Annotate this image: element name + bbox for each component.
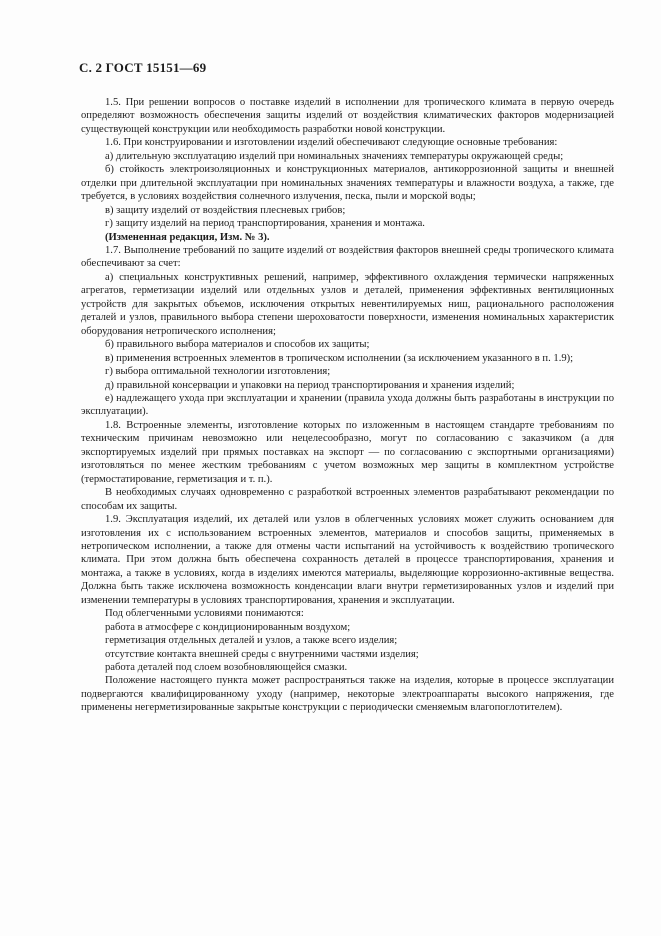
paragraph: В необходимых случаях одновременно с разработкой встроенных элементов разрабатывают рекомендации по способам их защиты. [81, 487, 614, 512]
paragraph: герметизация отдельных деталей и узлов, а также всего изделия; [105, 635, 398, 647]
paragraph: работа деталей под слоем возобновляющейся смазки. [105, 662, 348, 674]
amendment-note: (Измененная редакция, Изм. № 3). [105, 231, 270, 243]
paragraph: 1.5. При решении вопросов о поставке изделий в исполнении для тропического климата в первую очередь определяют возможность обеспечения защиты изделий от воздействия климатических факторов модернизацией существующей конструкции или необходимость разработки новой конструкции. [81, 97, 614, 135]
paragraph: а) длительную эксплуатацию изделий при номинальных значениях температуры окружающей среды; [105, 150, 564, 162]
paragraph: 1.9. Эксплуатация изделий, их деталей или узлов в облегченных условиях может служить основанием для изготовления их с использованием встроенных элементов, материалов и способов защиты, применяемых в нетропическом исполнении, а также для отмены части испытаний на устойчивость к воздействию тропического климата. При этом должна быть обеспечена сохранность деталей в процессе транспортирования, хранения и монтажа, а также в условиях, когда в изделиях имеются материалы, выделяющие коррозионно-активные вещества. Должна быть также исключена возможность конденсации влаги внутри герметизированных узлов и изделий при изменении температуры в условиях транспортирования, хранения и эксплуатации. [81, 514, 614, 606]
paragraph: в) применения встроенных элементов в тропическом исполнении (за исключением указанного в п. 1.9); [105, 352, 574, 364]
paragraph: 1.7. Выполнение требований по защите изделий от воздействия факторов внешней среды тропического климата обеспечивают за счет: [81, 244, 614, 270]
paragraph: д) правильной консервации и упаковки на период транспортирования и хранения изделий; [105, 379, 515, 391]
paragraph: 1.6. При конструировании и изготовлении изделий обеспечивают следующие основные требования: [105, 137, 558, 149]
paragraph: Под облегченными условиями понимаются: [105, 608, 304, 620]
paragraph: б) стойкость электроизоляционных и конструкционных материалов, антикоррозионной защиты и внешней отделки при длительной эксплуатации при номинальных значениях температуры и влажности воздуха, а также, где требуется, в условиях воздействия солнечного излучения, песка, пыли и морской воды; [81, 164, 614, 203]
paragraph: отсутствие контакта внешней среды с внутренними частями изделия; [105, 648, 419, 660]
paragraph: б) правильного выбора материалов и способов их защиты; [105, 339, 370, 351]
paragraph: работа в атмосфере с кондиционированным воздухом; [105, 621, 351, 633]
paragraph: в) защиту изделий от воздействия плесневых грибов; [105, 204, 346, 216]
paragraph: е) надлежащего ухода при эксплуатации и хранении (правила ухода должны быть разработаны в инструкции по эксплуатации). [81, 392, 614, 418]
paragraph: Положение настоящего пункта может распространяться также на изделия, которые в процессе эксплуатации подвергаются квалифицированному уходу (например, некоторые электроаппараты высокого напряжения, где применены негерметизированные закрытые конструкции с периодически сменяемым влагопоглотителем). [81, 675, 614, 714]
paragraph: г) защиту изделий на период транспортирования, хранения и монтажа. [105, 218, 425, 230]
page-header: С. 2 ГОСТ 15151—69 [79, 60, 207, 75]
paragraph: а) специальных конструктивных решений, например, эффективного охлаждения термически напряженных агрегатов, герметизации изделий или отдельных узлов и деталей, применения эффективных вентиляционных устройств для закрытых объемов, исключения открытых невентилируемых ниш, рационального расположения деталей и узлов, правильного выбора степени шероховатости поверхности, изменения номинальных характеристик оборудования нетропического исполнения; [81, 271, 614, 337]
paragraph: 1.8. Встроенные элементы, изготовление которых по изложенным в настоящем стандарте требованиям по техническим причинам невозможно или нецелесообразно, могут по согласованию с заказчиком (а для экспортируемых изделий при прямых поставках на экспорт — по согласованию с экспортными организациями) изготовляться по менее жестким требованиям с учетом возможных мер защиты в комплектном устройстве (термостатирование, герметизация и т. п.). [81, 419, 614, 485]
paragraph: г) выбора оптимальной технологии изготовления; [105, 366, 331, 378]
document-body [81, 96, 614, 715]
